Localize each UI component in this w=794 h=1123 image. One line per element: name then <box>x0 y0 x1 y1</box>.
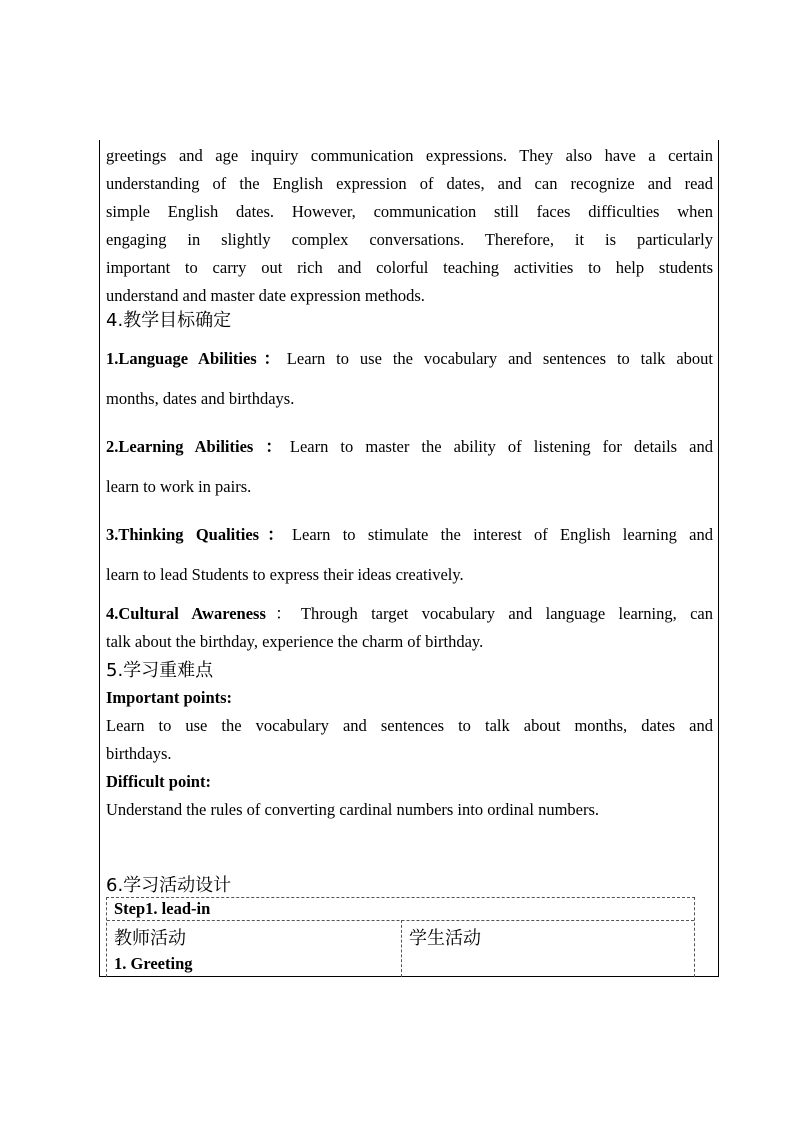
greeting-item: 1. Greeting <box>114 954 193 973</box>
difficult-point-text: Understand the rules of converting cardinal numbers into ordinal numbers. <box>106 800 600 819</box>
important-points-text <box>106 712 713 768</box>
goal-3 <box>106 515 713 595</box>
goal-4-label: 4.Cultural Awareness <box>106 604 266 623</box>
goal-4-line2: talk about the birthday, experience the charm of birthday. <box>106 632 484 651</box>
section-6-heading: 6.学习活动设计 <box>106 875 232 896</box>
difficult-point-label: Difficult point: <box>106 772 211 791</box>
intro-lines <box>106 142 713 310</box>
goal-4 <box>106 600 713 656</box>
goal-2-label: 2.Learning Abilities ： <box>106 437 290 456</box>
important-points-label: Important points: <box>106 688 233 707</box>
teacher-activity-header: 教师活动 <box>114 928 186 949</box>
intro-line-2: understanding of the English expression of dates, and can recognize and read <box>106 174 713 193</box>
goal-1-line2: months, dates and birthdays. <box>106 389 295 408</box>
column-divider <box>401 920 402 977</box>
goal-4-line1: ：Through target vocabulary and language learning, can <box>265 604 713 623</box>
intro-line-3: simple English dates. However, communication still faces difficulties when <box>106 202 713 221</box>
intro-line-6: understand and master date expression methods. <box>106 286 425 305</box>
section-5-heading: 5.学习重难点 <box>106 660 214 681</box>
important-line1: Learn to use the vocabulary and sentences to talk about months, dates and <box>106 716 713 735</box>
intro-line-1: greetings and age inquiry communication expressions. They also have a certain <box>106 146 713 165</box>
goal-1-line1: Learn to use the vocabulary and sentences to talk about <box>286 349 713 368</box>
goal-3-line2: learn to lead Students to express their ideas creatively. <box>106 565 464 584</box>
student-activity-header: 学生活动 <box>409 928 481 949</box>
goal-1-label: 1.Language Abilities： <box>106 349 287 368</box>
activity-step-row <box>107 898 694 921</box>
activity-table <box>106 897 695 977</box>
goal-2 <box>106 427 713 507</box>
goal-2-line1: Learn to master the ability of listening for details and <box>289 437 713 456</box>
step-label: Step1. lead-in <box>114 899 211 918</box>
intro-line-5: important to carry out rich and colorful teaching activities to help students <box>106 258 713 277</box>
goal-3-label: 3.Thinking Qualities： <box>106 525 292 544</box>
goal-1 <box>106 339 713 419</box>
goal-3-line1: Learn to stimulate the interest of English learning and <box>291 525 713 544</box>
section-4-heading: 4.教学目标确定 <box>106 310 232 331</box>
intro-line-4: engaging in slightly complex conversations. Therefore, it is particularly <box>106 230 713 249</box>
important-line2: birthdays. <box>106 744 172 763</box>
goal-2-line2: learn to work in pairs. <box>106 477 252 496</box>
